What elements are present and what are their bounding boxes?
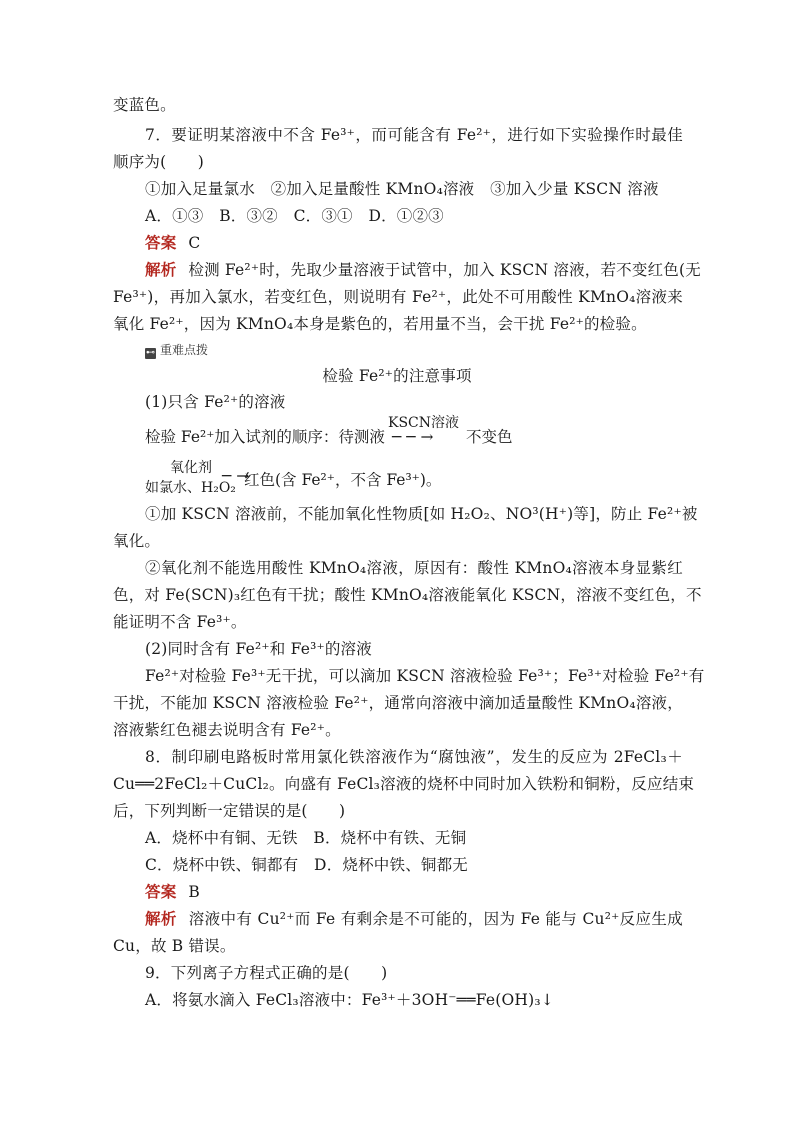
explanation-label: 解析 [145,260,177,279]
text-line: ①加 KSCN 溶液前，不能加氧化性物质[如 H₂O₂、NO³(H⁺)等]，防止 Fe²⁺被 [145,505,698,523]
note-icon: ⊷ [146,348,155,358]
answer-label: 答案 [145,882,177,901]
text-line: 氧化。 [113,532,161,550]
text-line: ②氧化剂不能选用酸性 KMnO₄溶液，原因有：酸性 KMnO₄溶液本身显紫红 [145,559,683,577]
text-line: 顺序为( ) [113,153,204,171]
note-label: 重难点拨 [160,343,209,357]
text-line: 色，对 Fe(SCN)₃红色有干扰；酸性 KMnO₄溶液能氧化 KSCN，溶液不变红色，不 [113,586,702,604]
sequence-text: 检验 Fe²⁺加入试剂的顺序：待测液 [145,428,385,446]
arrow-label-top: KSCN溶液 [388,415,460,431]
text-line: 干扰，不能加 KSCN 溶液检验 Fe²⁺，通常向溶液中滴加适量酸性 KMnO₄溶液， [113,694,683,712]
reaction-arrow: ─ → [222,467,250,485]
arrow-label-under: 如氯水、H₂O₂ [145,480,236,496]
text-line: 溶液紫红色褪去说明含有 Fe²⁺。 [113,721,341,739]
answer-value: C [188,234,201,252]
explanation-label: 解析 [145,909,177,928]
text-line: 氧化 Fe²⁺，因为 KMnO₄本身是紫色的，若用量不当，会干扰 Fe²⁺的检验。 [113,315,647,333]
question-9: 9．下列离子方程式正确的是( ) [145,964,388,982]
explanation-text: 检测 Fe²⁺时，先取少量溶液于试管中，加入 KSCN 溶液，若不变红色(无 [188,261,701,279]
reaction-arrow: ─ ─ → [392,428,434,446]
text-line: Cu，故 B 错误。 [113,937,236,955]
question-7: 7．要证明某溶液中不含 Fe³⁺，而可能含有 Fe²⁺，进行如下实验操作时最佳 [145,126,683,144]
answer-line [145,882,715,902]
answer-value: B [188,883,200,901]
text-line: 变蓝色。 [113,96,176,114]
answer-line [145,233,715,253]
arrow-label-top: 氧化剂 [170,460,212,476]
sequence-result: 不变色 [466,428,513,446]
explanation-text: 溶液中有 Cu²⁺而 Fe 有剩余是不可能的，因为 Fe 能与 Cu²⁺反应生成 [188,910,683,928]
sequence-result: 红色(含 Fe²⁺，不含 Fe³⁺)。 [244,471,442,489]
question-9-option-a: A．将氨水滴入 FeCl₃溶液中：Fe³⁺＋3OH⁻══Fe(OH)₃↓ [145,991,554,1009]
section-title: (1)只含 Fe²⁺的溶液 [145,393,286,411]
note-header [145,342,208,359]
question-8: 8．制印刷电路板时常用氯化铁溶液作为“腐蚀液”，发生的反应为 2FeCl₃＋ [145,748,683,766]
explanation-line [145,260,701,280]
text-line: 能证明不含 Fe³⁺。 [113,613,247,631]
note-heading: 检验 Fe²⁺的注意事项 [322,367,472,385]
question-8-options: C．烧杯中铁、铜都有 D．烧杯中铁、铜都无 [145,856,468,874]
text-line: 后，下列判断一定错误的是( ) [113,802,346,820]
question-7-options: A．①③ B．③② C．③① D．①②③ [145,207,444,225]
text-line: Fe²⁺对检验 Fe³⁺无干扰，可以滴加 KSCN 溶液检验 Fe³⁺；Fe³⁺对检验 Fe²⁺有 [145,667,705,685]
text-line: Fe³⁺)，再加入氯水，若变红色，则说明有 Fe²⁺，此处不可用酸性 KMnO₄溶液来 [113,288,683,306]
section-title: (2)同时含有 Fe²⁺和 Fe³⁺的溶液 [145,640,372,658]
text-line: Cu══2FeCl₂＋CuCl₂。向盛有 FeCl₃溶液的烧杯中同时加入铁粉和铜粉，反应结束 [113,775,695,793]
explanation-line [145,909,683,929]
question-8-options: A．烧杯中有铜、无铁 B．烧杯中有铁、无铜 [145,829,467,847]
question-7-steps: ①加入足量氯水 ②加入足量酸性 KMnO₄溶液 ③加入少量 KSCN 溶液 [145,180,659,198]
answer-label: 答案 [145,233,177,252]
